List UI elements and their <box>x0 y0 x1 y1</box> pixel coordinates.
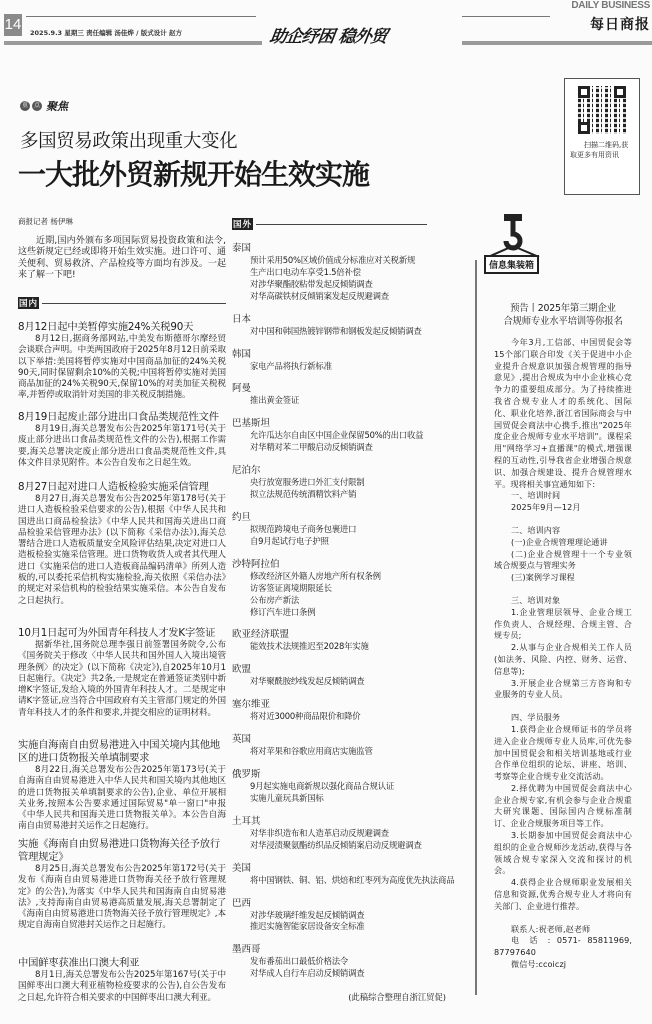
country-name: 墨西哥 <box>232 944 261 956</box>
byline: 商报记者 杨伊琳 <box>18 217 73 226</box>
policy-item: 生产出口电动车享受1.5倍补偿 <box>250 266 361 277</box>
country-block <box>232 559 472 619</box>
notice-text: (三)案例学习课程 <box>511 572 575 583</box>
page-number: 14 <box>4 14 22 36</box>
policy-item: 自9月起试行电子护照 <box>250 535 329 546</box>
notice-text: (一)企业合规管理理论通讲 <box>511 536 608 547</box>
country-name: 美国 <box>232 862 252 874</box>
news-headline: 实施《海南自由贸易港进口货物海关径予放行管理规定》 <box>18 838 220 863</box>
policy-item: 允许瓜达尔自由区中国企业保留50%的出口收益 <box>250 430 424 441</box>
header-rule <box>4 41 262 45</box>
policy-item: 对华高碳铁材反倾销案发起反规避调查 <box>250 290 389 301</box>
policy-item: 预计采用50%区域价值成分标准应对关税新规 <box>250 255 416 265</box>
notice-heading: 四、学员服务 <box>511 712 561 723</box>
article-title: 一大批外贸新规开始生效实施 <box>18 158 370 191</box>
policy-item: 修订汽车进口条例 <box>250 606 316 617</box>
policy-item: 对华聚酰胺纱线发起反倾销调查 <box>250 676 365 687</box>
country-block <box>232 769 472 805</box>
policy-item: 能效技术法规推迟至2028年实施 <box>250 641 369 652</box>
header-rule <box>462 41 652 45</box>
policy-item: 将中国钢铁、铜、铝、烘焙和红枣列为高度优先执法商品 <box>250 874 455 885</box>
country-name: 巴西 <box>232 897 252 909</box>
qr-code-icon[interactable] <box>578 86 626 134</box>
notice-text: 1.企业管理层领导、企业合规工作负责人、合规经理、合规主管、合规专员; <box>494 606 632 641</box>
notice-text: (二)企业合规管理十一个专业领域合规要点与管理实务 <box>494 548 632 571</box>
column-mark-dot: 重 <box>21 102 28 109</box>
country-block <box>232 863 472 887</box>
notice-heading: 二、培训内容 <box>511 524 561 535</box>
country-name: 土耳其 <box>232 815 261 827</box>
country-name: 泰国 <box>232 243 252 254</box>
section-tag-domestic <box>18 297 226 309</box>
country-name: 沙特阿拉伯 <box>232 558 280 570</box>
column-divider <box>475 260 477 995</box>
news-item <box>18 627 226 719</box>
column-mark-label: 聚焦 <box>46 100 68 113</box>
country-block <box>232 699 472 723</box>
notice-intro: 今年3月,工信部、中国贸促会等15个部门联合印发《关于促进中小企业提升合规意识加强合规管理的指导意见》,提出合规成为中小企业核心竞争力的重要组成部分。为了持续推进我省合规专业人才的系统化、国际化、职业化培养,浙江省国际商会与中国贸促会商法中心携手,推出"2025年度企业合规师专业水平培训"。课程采用"网络学习+直播课"的模式,增强课程的互动性,引导我省企业增强合规意识、加强合规建设、提升合规管理水平。现将相关事宜通知如下: <box>494 337 632 489</box>
news-body: 8月19日,海关总署发布公告2025年第171号(关于废止部分进出口食品类规范性文件的公告),根据工作需要,海关总署决定废止部分进出口食品类规范性文件,具体文件目录见附件。本公告自发布之日起生效。 <box>18 424 226 468</box>
notice-heading: 三、培训对象 <box>511 594 561 605</box>
country-name: 塞尔维亚 <box>232 699 271 711</box>
country-block <box>232 465 472 501</box>
country-name: 巴基斯坦 <box>232 418 271 430</box>
country-block <box>232 349 472 373</box>
news-headline: 实施自海南自由贸易港进入中国关境内其他地区的进口货物报关单填制要求 <box>18 739 220 764</box>
country-name: 欧亚经济联盟 <box>232 629 290 641</box>
policy-item: 修改经济区外籍人房地产所有权条例 <box>250 570 381 581</box>
country-name: 日本 <box>232 313 252 325</box>
news-item <box>18 321 226 402</box>
news-body: 8月25日,海关总署发布公告2025年第172号(关于发布《海南自由贸易港进口货物海关径予放行管理规定》的公告),为落实《中华人民共和国海南自由贸易港法》,支持海南自由贸易港高质量发展,海关总署制定了《海南自由贸易港进口货物海关径予放行管理规定》,本规定自海南自贸港封关运作之日起施行。 <box>18 864 226 931</box>
contact-person: 联系人:祝老师,赵老师 <box>511 923 591 934</box>
country-block <box>232 944 472 980</box>
section-tag-foreign <box>232 218 427 230</box>
training-notice <box>494 302 632 971</box>
policy-item: 对华成人自行车启动反倾销调查 <box>250 968 365 979</box>
contact-phone: 电 话 : 0571- 85811969, 87797640 <box>494 935 632 958</box>
policy-item: 公布房产新法 <box>250 594 300 605</box>
news-body: 8月12日,据商务部网站,中美发布斯德哥尔摩经贸会谈联合声明。中美两国政府于2025年8月12日前采取以下举措:美国将暂停实施对中国商品加征的24%关税90天,同时保留剩余10%的关税;中国将暂停实施对美国商品加征的24%关税90天,保留10%的对美加征关税税率,并暂停或取消针对美国的非关税反制措施。 <box>18 334 226 401</box>
news-item <box>18 739 226 833</box>
qr-box <box>564 78 640 195</box>
notice-text: 4.获得企业合规师职业发展相关信息和资源,优秀合规专业人才将向有关部门、企业进行推荐。 <box>494 877 632 911</box>
news-headline: 8月12日起中美暂停实施24%关税90天 <box>18 321 194 333</box>
policy-item: 对涉华聚酯胶粘带发起反倾销调查 <box>250 278 373 289</box>
country-name: 俄罗斯 <box>232 769 261 781</box>
info-box-badge: 信息集装箱 <box>484 255 539 274</box>
policy-item: 将对近3000种商品限价和降价 <box>250 711 361 722</box>
notice-text: 2.择优聘为中国贸促会商法中心企业合规专家,有机会参与企业合规重大研究课题、国际国内合规标准制订、企业合规服务项目等工作。 <box>494 782 632 829</box>
country-block <box>232 383 472 407</box>
country-name: 阿曼 <box>232 383 252 395</box>
foreign-section <box>232 218 472 1003</box>
contact-wechat: 微信号:ccoiczj <box>511 959 567 970</box>
lead-paragraph: 近期,国内外颁布多项国际贸易投资政策和法令,这些新规定已经或即将开始生效实施。进口许可、通关便利、贸易救济、产品检疫等方面均有涉及。一起来了解一下吧! <box>18 236 226 281</box>
policy-item: 推迟实施智能家居设备安全标准 <box>250 921 365 932</box>
news-body: 据新华社,国务院总理李强日前签署国务院令,公布《国务院关于修改〈中华人民共和国外国人入境出境管理条例〉的决定》(以下简称《决定》),自2025年10月1日起施行。《决定》共2条,一是规定在普通签证类别中新增K字签证,发给入境的外国青年科技人才。二是规定申请K字签证,应当符合中国政府有关主管部门规定的外国青年科技人才的条件和要求,并提交相应的证明材料。 <box>18 640 226 718</box>
notice-text: 3.长期参加中国贸促会商法中心组织的企业合规师沙龙活动,获得与各领域合规专家深入交流和探讨的机会。 <box>494 830 632 876</box>
news-body: 8月27日,海关总署发布公告2025年第178号(关于进口人造板检验采信要求的公告),根据《中华人民共和国进出口商品检验法》《中华人民共和国海关进出口商品检验采信管理办法》(以下简称《采信办法》),海关总署结合进口人造板质量安全风险评估结果,决定对进口人造板检验实施采信管理。进口货物收货人或者其代理人进口《实施采信的进口人造板商品编码清单》所列人造板的,可以委托采信机构实施检验,海关依照《采信办法》的规定对采信机构的检验结果实施采信。本公告自发布之日起执行。 <box>18 494 226 606</box>
section-label: 国内 <box>19 299 39 309</box>
country-name: 英国 <box>232 734 252 746</box>
policy-item: 发布番茄出口最低价格法令 <box>250 956 349 967</box>
source-note: (此稿综合整理自浙江贸促) <box>348 992 446 1003</box>
country-block <box>232 243 472 303</box>
policy-item: 推出黄金签证 <box>250 395 300 406</box>
notice-heading: 一、培训时间 <box>511 490 561 501</box>
notice-text: 2.从事与企业合规相关工作人员(如法务、风险、内控、财务、运营、信息等); <box>494 642 632 676</box>
policy-item: 对涉华玻璃纤维发起反倾销调查 <box>250 909 365 920</box>
news-headline: 10月1日起可为外国青年科技人才发K字签证 <box>18 627 216 639</box>
policy-item: 对华浸渍聚氨酯纺织品反倾销案启动反规避调查 <box>250 839 422 850</box>
date-line: 2025.9.3 星期三 责任编辑 汤佳烨 / 版式设计 赵方 <box>30 29 183 37</box>
country-name: 尼泊尔 <box>232 465 261 477</box>
policy-item: 对华非织造布和人造革启动反规避调查 <box>250 827 389 838</box>
policy-item: 拟立法规范传统酒精饮料产销 <box>250 489 357 500</box>
notice-title-line: 预告丨2025年第三期企业 <box>510 303 616 314</box>
news-headline: 8月27日起对进口人造板检验实施采信管理 <box>18 481 209 493</box>
policy-item: 实施儿童玩具新国标 <box>250 792 324 803</box>
news-headline: 8月19日起废止部分进出口食品类规范性文件 <box>18 411 219 423</box>
policy-item: 央行放宽服务进口外汇支付限制 <box>250 477 365 488</box>
policy-item: 拟规范跨境电子商务包裹进口 <box>250 523 357 534</box>
country-block <box>232 629 472 653</box>
brand-english: DAILY BUSINESS <box>571 0 650 11</box>
country-block <box>232 734 472 758</box>
country-block <box>232 664 472 688</box>
country-block <box>232 816 472 852</box>
notice-title-line: 合规师专业水平培训等你报名 <box>503 316 623 327</box>
country-block <box>232 418 472 454</box>
notice-text: 3.开展企业合规第三方咨询和专业服务的专业人员。 <box>494 677 632 700</box>
country-block <box>232 314 472 338</box>
qr-caption: 扫描二维码,获取更多有用资讯 <box>570 141 629 159</box>
policy-item: 访客签证离境期限延长 <box>250 582 332 593</box>
column-mark <box>20 98 68 114</box>
news-item <box>18 481 226 607</box>
header-rule <box>462 16 550 17</box>
news-item <box>18 411 226 469</box>
news-item <box>18 838 226 932</box>
brand-chinese: 每日商报 <box>590 17 650 33</box>
country-block <box>232 512 472 548</box>
news-body: 8月22日,海关总署发布公告2025年第173号(关于自海南自由贸易港进入中华人民共和国关境内其他地区的进口货物报关单填制要求的公告),企业、单位开展相关业务,按照本公告要求通过国际贸易"单一窗口"申报《中华人民共和国海关进口货物报关单》。本公告自海南自由贸易港封关运作之日起施行。 <box>18 765 226 832</box>
country-name: 欧盟 <box>232 664 252 676</box>
column-mark-dot: 点 <box>33 102 40 109</box>
notice-title <box>494 302 632 328</box>
news-headline: 中国鲜枣获准出口澳大利亚 <box>18 957 140 969</box>
country-block <box>232 898 472 934</box>
country-name: 韩国 <box>232 348 252 360</box>
article-subtitle: 多国贸易政策出现重大变化 <box>20 131 238 152</box>
policy-item: 家电产品将执行新标准 <box>250 360 332 371</box>
policy-item: 9月起实施电商新规以强化商品合规认证 <box>250 781 395 792</box>
policy-item: 对中国和韩国热镀锌钢带和钢板发起反倾销调查 <box>250 325 422 336</box>
policy-item: 对华精对苯二甲酸启动反倾销调查 <box>250 442 373 453</box>
notice-text: 1.获得企业合规师证书的学员将进入企业合规师专业人员库,可优先参加中国贸促会和相关培训基地或行业合作单位组织的论坛、讲座、培训、考察等企业合规专业交流活动。 <box>494 723 632 782</box>
section-slogan: 助企纾困 稳外贸 <box>268 27 388 47</box>
news-item <box>18 957 226 1004</box>
section-label: 国外 <box>233 220 253 230</box>
notice-text: 2025年9月—12月 <box>511 502 581 513</box>
country-name: 约旦 <box>232 511 252 523</box>
policy-item: 将对苹果和谷歌应用商店实施监管 <box>250 746 373 757</box>
header-rule <box>26 16 256 17</box>
news-body: 8月1日,海关总署发布公告2025年第167号(关于中国鲜枣出口澳大利亚植物检疫要求的公告),自公告发布之日起,允许符合相关要求的中国鲜枣出口澳大利亚。 <box>18 970 226 1003</box>
